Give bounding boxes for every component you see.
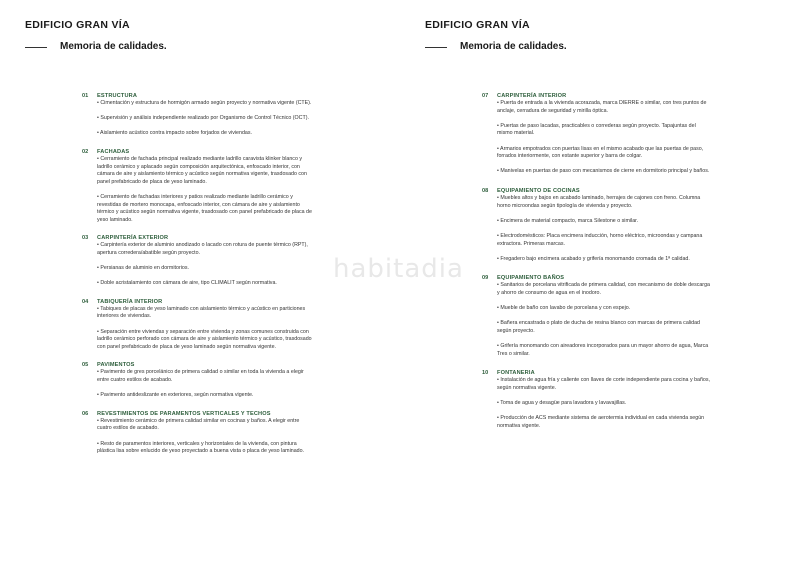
section-item: • Mueble de baño con lavabo de porcelana y con espejo. <box>497 305 631 312</box>
section-title: PAVIMENTOS <box>97 362 135 369</box>
section-item: • Carpintería exterior de aluminio anodizado o lacado con rotura de puente térmico (RPT), apertura corredera/abatible según proyecto. <box>97 242 308 256</box>
section-block <box>482 188 712 263</box>
section-block <box>82 362 312 399</box>
watermark: habitadia <box>333 254 464 284</box>
section-item: • Armarios empotrados con puertas lisas en el mismo acabado que las puertas de paso, forrados interiormente, con estante superior y barra de colgar. <box>497 145 704 160</box>
section-item: • Grifería monomando con aireadores incorporados para un mayor ahorro de agua, Marca Tres o similar. <box>497 343 709 357</box>
section-item: • Toma de agua y desagüe para lavadora y lavavajillas. <box>497 400 627 406</box>
section-block <box>82 411 312 456</box>
section-item: • Encimera de material compacto, marca Silestone o similar. <box>497 217 639 224</box>
section-block <box>82 299 312 352</box>
title-rule <box>25 47 47 48</box>
section-item: • Puerta de entrada a la vivienda acorazada, marca DIERRE o similar, con tres puntos de anclaje, cerradura de seguridad y mirilla óptica. <box>497 100 707 114</box>
section-title: REVESTIMIENTOS DE PARAMENTOS VERTICALES Y TECHOS <box>97 410 271 417</box>
section-item: • Instalación de agua fría y caliente con llaves de corte independiente para cocina y baños, según normativa vigente. <box>497 377 710 391</box>
section-block <box>482 370 712 430</box>
sections-list <box>82 93 312 456</box>
section-number: 07 <box>482 93 489 99</box>
section-block <box>482 275 712 358</box>
section-block <box>82 235 312 288</box>
section-item: • Muebles altos y bajos en acabado laminado, herrajes de cajones con freno. Columna horno microondas según tipología de vivienda y proyecto. <box>497 194 701 209</box>
section-title: FACHADAS <box>97 148 130 155</box>
section-title: CARPINTERÍA INTERIOR <box>497 93 567 99</box>
section-number: 08 <box>482 187 489 194</box>
title-rule <box>425 47 447 48</box>
section-title: ESTRUCTURA <box>97 93 138 99</box>
section-number: 09 <box>482 275 489 282</box>
section-item: • Manivelas en puertas de paso con mecanismos de cierre en dormitorio principal y baños. <box>497 168 710 175</box>
section-title: FONTANERIA <box>497 370 535 377</box>
section-number: 02 <box>82 148 89 155</box>
section-number: 06 <box>82 410 89 417</box>
section-item: • Doble acristalamiento con cámara de aire, tipo CLIMALIT según normativa. <box>97 280 277 287</box>
section-item: • Producción de ACS mediante sistema de aerotermia individual en cada vivienda según normativa vigente. <box>497 415 705 429</box>
section-title: CARPINTERÍA EXTERIOR <box>97 235 169 242</box>
section-number: 04 <box>82 298 89 305</box>
brand-title: EDIFICIO GRAN VÍA <box>425 19 530 31</box>
section-item: • Resto de paramentos interiores, verticales y horizontales de la vivienda, con pintura plástica lisa sobre enlucido de yeso proyectado a buena vista o placa de yeso laminado. <box>97 440 305 455</box>
section-number: 03 <box>82 235 89 242</box>
section-item: • Aislamiento acústico contra impacto sobre forjados de viviendas. <box>97 130 252 137</box>
section-item: • Bañera encastrada o plato de ducha de resina blanco con marcas de primera calidad según proyecto. <box>497 320 700 334</box>
section-item: • Pavimento de gres porcelánico de primera calidad o similar en toda la vivienda a elegir entre cuatro estilos de acabado. <box>97 369 304 384</box>
section-number: 05 <box>82 362 89 369</box>
section-item: • Supervisión y análisis independiente realizado por Organismo de Control Técnico (OCT). <box>97 115 309 122</box>
page-subtitle: Memoria de calidades. <box>460 41 567 52</box>
section-item: • Cimentación y estructura de hormigón armado según proyecto y normativa vigente (CTE). <box>97 100 312 106</box>
section-title: EQUIPAMIENTO BAÑOS <box>497 275 565 282</box>
section-item: • Sanitarios de porcelana vitrificada de primera calidad, con mecanismo de doble descarga y ahorro de consumo de agua en el inodoro. <box>497 282 710 296</box>
section-item: • Separación entre viviendas y separación entre vivienda y zonas comunes construida con ladrillo cerámico perforado con cámara de aire y aislamiento térmico y acústico, trasdosado con panel prefabricado de placa de yeso laminado según normativa vigente. <box>97 328 312 350</box>
section-title: EQUIPAMIENTO DE COCINAS <box>497 187 580 194</box>
section-item: • Cerramiento de fachadas interiores y patios realizado mediante ladrillo cerámico y revestidas de mortero monocapa, enfoscado interior, con cámara de aire y aislamiento térmico y acústico según normativa vigente, trasdosado con panel prefabricado de placa de yeso laminado. <box>97 193 312 223</box>
section-number: 01 <box>82 93 89 99</box>
section-item: • Revestimiento cerámico de primera calidad similar en cocinas y baños. A elegir entre cuatro estilos de acabado. <box>97 417 300 432</box>
brand-title: EDIFICIO GRAN VÍA <box>25 19 130 31</box>
section-item: • Tabiques de placas de yeso laminado con aislamiento térmico y acústico en particiones interiores de viviendas. <box>97 305 306 320</box>
section-block <box>482 93 712 176</box>
section-number: 10 <box>482 370 489 377</box>
section-item: • Persianas de aluminio en dormitorios. <box>97 265 189 272</box>
sections-list <box>482 93 712 430</box>
section-title: TABIQUERÍA INTERIOR <box>97 298 163 305</box>
section-block <box>82 149 312 224</box>
section-item: • Cerramiento de fachada principal realizado mediante ladrillo caravista klinker blanco y ladrillo cerámico y aplacado según composición arquitectónica, enfoscado interior, con cámara de aire y aislamiento térmico y acústico según normativa vigente, trasdosado con panel prefabricado de placa de yeso laminado. <box>97 155 307 185</box>
section-item: • Electrodomésticos: Placa encimera inducción, horno eléctrico, microondas y campana extractora. Primeras marcas. <box>497 232 703 247</box>
section-item: • Pavimento antideslizante en exteriores, según normativa vigente. <box>97 392 254 399</box>
section-item: • Fregadero bajo encimera acabado y grifería monomando cromada de 1ª calidad. <box>497 255 690 262</box>
page-subtitle: Memoria de calidades. <box>60 41 167 52</box>
section-block <box>82 93 312 138</box>
section-item: • Puertas de paso lacadas, practicables o correderas según proyecto. Tapajuntas del mismo material. <box>497 122 696 137</box>
